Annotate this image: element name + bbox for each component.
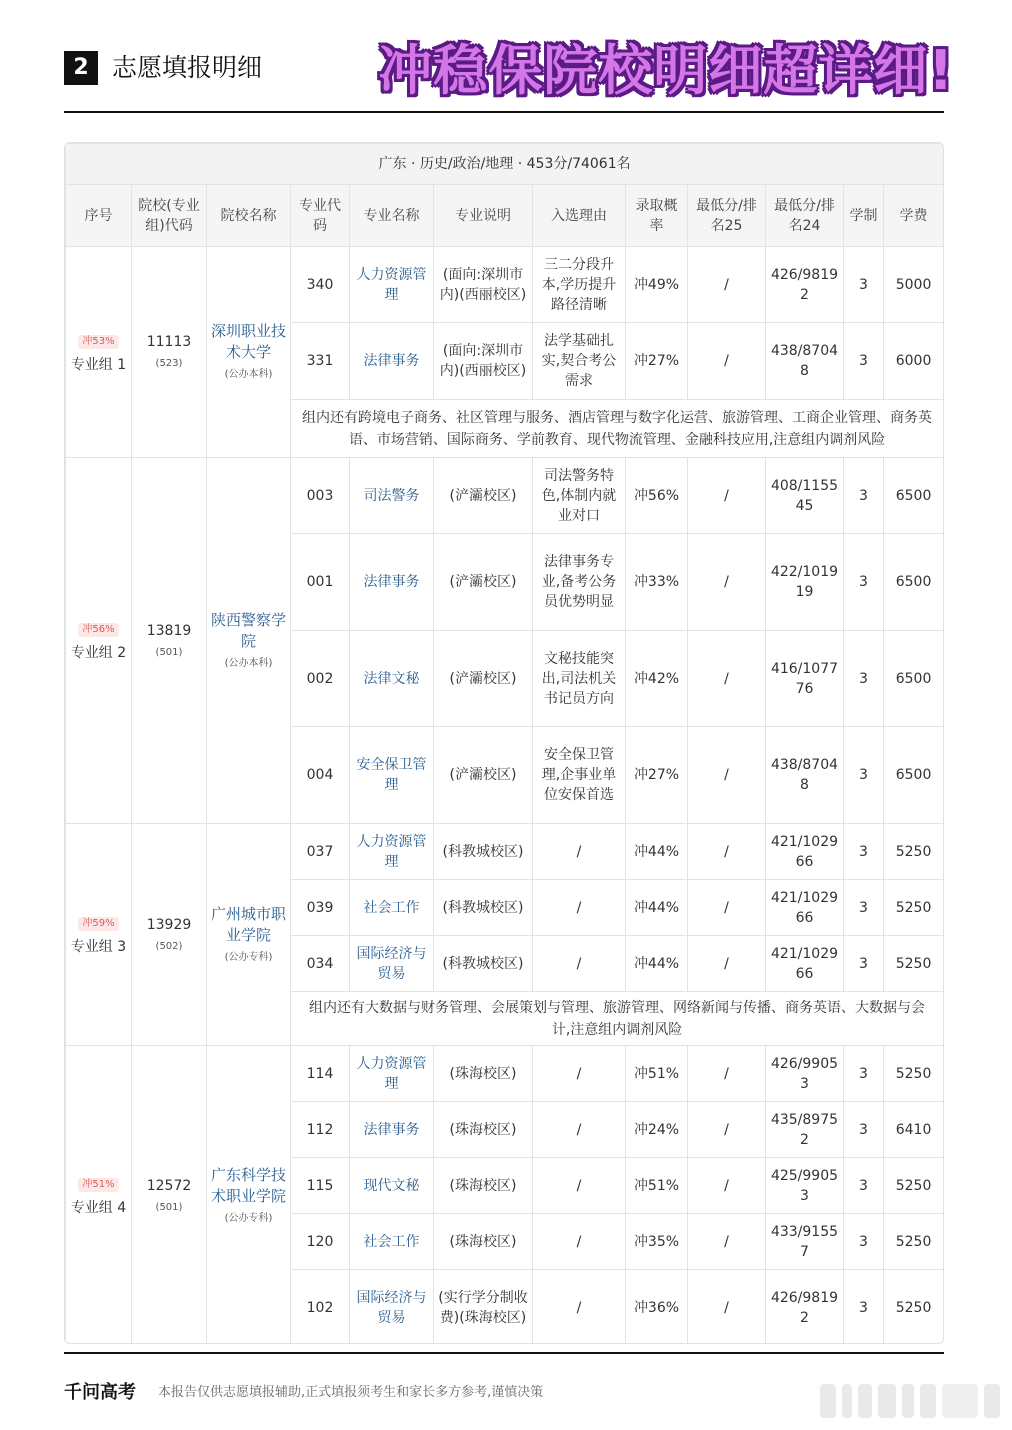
major-name[interactable]: 现代文秘 (350, 1158, 434, 1214)
group-code: (502) (155, 940, 183, 952)
footer-divider (64, 1352, 944, 1354)
major-name[interactable]: 法律事务 (350, 1102, 434, 1158)
selection-reason: / (533, 1046, 626, 1102)
program-years: 3 (844, 247, 884, 323)
tuition-fee: 5250 (884, 880, 944, 936)
tuition-fee: 5000 (884, 247, 944, 323)
major-name[interactable]: 社会工作 (350, 880, 434, 936)
major-code: 037 (291, 824, 350, 880)
page-header (64, 36, 954, 114)
table-row (66, 1046, 944, 1102)
major-description: (珠海校区) (434, 1046, 533, 1102)
group-note: 组内还有跨境电子商务、社区管理与服务、酒店管理与数字化运营、旅游管理、工商企业管理、商务英语、市场营销、国际商务、学前教育、现代物流管理、金融科技应用,注意组内调剂风险 (291, 400, 944, 458)
program-years: 3 (844, 534, 884, 631)
min-score-rank-25: / (688, 824, 766, 880)
school-name-link[interactable]: 广州城市职业学院 (211, 904, 287, 944)
min-score-rank-24: 416/107776 (766, 631, 844, 727)
min-score-rank-24: 425/99053 (766, 1158, 844, 1214)
program-years: 3 (844, 936, 884, 992)
tuition-fee: 5250 (884, 1214, 944, 1270)
selection-reason: / (533, 880, 626, 936)
selection-reason: 安全保卫管理,企事业单位安保首选 (533, 727, 626, 824)
group-sequence-cell (66, 824, 132, 1046)
major-name[interactable]: 国际经济与贸易 (350, 936, 434, 992)
min-score-rank-24: 421/102966 (766, 824, 844, 880)
tuition-fee: 6500 (884, 458, 944, 534)
program-years: 3 (844, 727, 884, 824)
program-years: 3 (844, 1102, 884, 1158)
major-code: 002 (291, 631, 350, 727)
probability-tag: 冲56% (78, 623, 118, 637)
column-header: 最低分/排名25 (688, 185, 766, 247)
decorative-bars (820, 1384, 1010, 1418)
banner-title: 冲稳保院校明细超详细! (378, 39, 954, 102)
min-score-rank-24: 433/91557 (766, 1214, 844, 1270)
admission-probability: 冲44% (626, 824, 688, 880)
admission-probability: 冲35% (626, 1214, 688, 1270)
probability-tag: 冲53% (78, 335, 118, 349)
selection-reason: / (533, 1102, 626, 1158)
tuition-fee: 5250 (884, 936, 944, 992)
school-name-link[interactable]: 陕西警察学院 (211, 610, 287, 650)
tuition-fee: 6500 (884, 534, 944, 631)
tuition-fee: 6500 (884, 727, 944, 824)
admission-probability: 冲33% (626, 534, 688, 631)
major-name[interactable]: 法律文秘 (350, 631, 434, 727)
major-code: 001 (291, 534, 350, 631)
admission-table (65, 143, 944, 1344)
major-description: (科教城校区) (434, 880, 533, 936)
column-header: 专业代码 (291, 185, 350, 247)
group-code: (501) (155, 1201, 183, 1213)
selection-reason: 司法警务特色,体制内就业对口 (533, 458, 626, 534)
major-description: (实行学分制收费)(珠海校区) (434, 1270, 533, 1345)
column-header: 专业说明 (434, 185, 533, 247)
school-name-link[interactable]: 广东科学技术职业学院 (211, 1165, 287, 1205)
school-type: (公办专科) (224, 951, 273, 963)
min-score-rank-25: / (688, 534, 766, 631)
school-name-link[interactable]: 深圳职业技术大学 (211, 322, 287, 361)
selection-reason: 三二分段升本,学历提升路径清晰 (533, 247, 626, 323)
group-label: 专业组 1 (70, 356, 127, 373)
program-years: 3 (844, 631, 884, 727)
min-score-rank-25: / (688, 1046, 766, 1102)
table-title: 广东 · 历史/政治/地理 · 453分/74061名 (66, 144, 944, 185)
column-header: 最低分/排名24 (766, 185, 844, 247)
major-description: (珠海校区) (434, 1214, 533, 1270)
min-score-rank-25: / (688, 1102, 766, 1158)
min-score-rank-25: / (688, 936, 766, 992)
admission-probability: 冲49% (626, 247, 688, 323)
major-name[interactable]: 法律事务 (350, 534, 434, 631)
section-number: 2 (64, 51, 98, 85)
admission-probability: 冲36% (626, 1270, 688, 1345)
group-code: (501) (155, 646, 183, 658)
group-sequence-cell (66, 1046, 132, 1345)
min-score-rank-24: 426/98192 (766, 1270, 844, 1345)
min-score-rank-24: 422/101919 (766, 534, 844, 631)
min-score-rank-24: 435/89752 (766, 1102, 844, 1158)
program-years: 3 (844, 880, 884, 936)
program-years: 3 (844, 323, 884, 400)
min-score-rank-24: 421/102966 (766, 936, 844, 992)
group-code: (523) (155, 358, 183, 369)
school-code: 13929 (146, 916, 192, 933)
major-code: 331 (291, 323, 350, 400)
major-description: (浐灞校区) (434, 534, 533, 631)
major-code: 102 (291, 1270, 350, 1345)
min-score-rank-25: / (688, 1158, 766, 1214)
tuition-fee: 5250 (884, 1158, 944, 1214)
min-score-rank-24: 438/87048 (766, 727, 844, 824)
tuition-fee: 5250 (884, 1046, 944, 1102)
min-score-rank-25: / (688, 1270, 766, 1345)
min-score-rank-24: 438/87048 (766, 323, 844, 400)
major-code: 039 (291, 880, 350, 936)
group-sequence-cell (66, 458, 132, 824)
min-score-rank-24: 421/102966 (766, 880, 844, 936)
group-label: 专业组 2 (70, 645, 127, 661)
school-type: (公办本科) (224, 369, 273, 380)
group-sequence-cell (66, 247, 132, 458)
min-score-rank-25: / (688, 631, 766, 727)
admission-probability: 冲24% (626, 1102, 688, 1158)
program-years: 3 (844, 824, 884, 880)
school-group-code-cell (132, 458, 207, 824)
tuition-fee: 5250 (884, 824, 944, 880)
group-label: 专业组 4 (70, 1200, 127, 1216)
major-description: (浐灞校区) (434, 458, 533, 534)
min-score-rank-25: / (688, 458, 766, 534)
min-score-rank-25: / (688, 247, 766, 323)
major-code: 340 (291, 247, 350, 323)
major-description: (珠海校区) (434, 1102, 533, 1158)
table-row (66, 458, 944, 534)
admission-probability: 冲27% (626, 323, 688, 400)
table-title-row (66, 144, 944, 185)
table-header-row (66, 185, 944, 247)
min-score-rank-25: / (688, 880, 766, 936)
probability-tag: 冲59% (78, 917, 118, 931)
column-header: 学制 (844, 185, 884, 247)
table-row (66, 824, 944, 880)
school-name-cell (207, 247, 291, 458)
min-score-rank-24: 408/115545 (766, 458, 844, 534)
tuition-fee: 6410 (884, 1102, 944, 1158)
major-name[interactable]: 人力资源管理 (350, 1046, 434, 1102)
major-description: (珠海校区) (434, 1158, 533, 1214)
major-code: 115 (291, 1158, 350, 1214)
school-group-code-cell (132, 1046, 207, 1345)
major-description: (科教城校区) (434, 824, 533, 880)
disclaimer-text: 本报告仅供志愿填报辅助,正式填报须考生和家长多方参考,谨慎决策 (158, 1385, 544, 1400)
program-years: 3 (844, 1158, 884, 1214)
major-name[interactable]: 国际经济与贸易 (350, 1270, 434, 1345)
column-header: 入选理由 (533, 185, 626, 247)
major-description: (科教城校区) (434, 936, 533, 992)
school-code: 13819 (146, 622, 192, 639)
admission-probability: 冲44% (626, 936, 688, 992)
program-years: 3 (844, 1046, 884, 1102)
major-code: 114 (291, 1046, 350, 1102)
column-header: 专业名称 (350, 185, 434, 247)
major-name[interactable]: 法律事务 (350, 323, 434, 400)
group-note: 组内还有大数据与财务管理、会展策划与管理、旅游管理、网络新闻与传播、商务英语、大数据与会计,注意组内调剂风险 (291, 992, 944, 1046)
school-name-cell (207, 1046, 291, 1345)
admission-probability: 冲27% (626, 727, 688, 824)
column-header: 序号 (66, 185, 132, 247)
tuition-fee: 5250 (884, 1270, 944, 1345)
school-name-cell (207, 824, 291, 1046)
header-divider (64, 111, 944, 113)
major-description: (面向:深圳市内)(西丽校区) (434, 247, 533, 323)
school-group-code-cell (132, 247, 207, 458)
column-header: 院校名称 (207, 185, 291, 247)
min-score-rank-24: 426/98192 (766, 247, 844, 323)
selection-reason: / (533, 1214, 626, 1270)
selection-reason: / (533, 936, 626, 992)
major-name[interactable]: 人力资源管理 (350, 824, 434, 880)
major-name[interactable]: 社会工作 (350, 1214, 434, 1270)
major-code: 003 (291, 458, 350, 534)
major-code: 120 (291, 1214, 350, 1270)
major-description: (面向:深圳市内)(西丽校区) (434, 323, 533, 400)
admission-probability: 冲56% (626, 458, 688, 534)
admission-probability: 冲42% (626, 631, 688, 727)
major-name[interactable]: 人力资源管理 (350, 247, 434, 323)
selection-reason: / (533, 1158, 626, 1214)
brand-logo-text: 千问高考 (64, 1382, 136, 1403)
school-code: 12572 (146, 1177, 192, 1194)
min-score-rank-24: 426/99053 (766, 1046, 844, 1102)
min-score-rank-25: / (688, 323, 766, 400)
admission-table-container (64, 142, 944, 1344)
selection-reason: / (533, 1270, 626, 1345)
school-type: (公办专科) (224, 1212, 273, 1224)
tuition-fee: 6000 (884, 323, 944, 400)
major-code: 034 (291, 936, 350, 992)
program-years: 3 (844, 1270, 884, 1345)
column-header: 学费 (884, 185, 944, 247)
column-header: 录取概率 (626, 185, 688, 247)
group-label: 专业组 3 (70, 939, 127, 955)
tuition-fee: 6500 (884, 631, 944, 727)
major-name[interactable]: 司法警务 (350, 458, 434, 534)
selection-reason: 法学基础扎实,契合考公需求 (533, 323, 626, 400)
major-description: (浐灞校区) (434, 727, 533, 824)
major-code: 004 (291, 727, 350, 824)
selection-reason: / (533, 824, 626, 880)
selection-reason: 文秘技能突出,司法机关书记员方向 (533, 631, 626, 727)
major-name[interactable]: 安全保卫管理 (350, 727, 434, 824)
selection-reason: 法律事务专业,备考公务员优势明显 (533, 534, 626, 631)
min-score-rank-25: / (688, 1214, 766, 1270)
program-years: 3 (844, 1214, 884, 1270)
school-code: 11113 (146, 334, 192, 350)
major-code: 112 (291, 1102, 350, 1158)
admission-probability: 冲44% (626, 880, 688, 936)
school-group-code-cell (132, 824, 207, 1046)
column-header: 院校(专业组)代码 (132, 185, 207, 247)
probability-tag: 冲51% (78, 1178, 118, 1192)
program-years: 3 (844, 458, 884, 534)
min-score-rank-25: / (688, 727, 766, 824)
admission-probability: 冲51% (626, 1046, 688, 1102)
school-name-cell (207, 458, 291, 824)
school-type: (公办本科) (224, 657, 273, 669)
table-row (66, 247, 944, 323)
major-description: (浐灞校区) (434, 631, 533, 727)
admission-probability: 冲51% (626, 1158, 688, 1214)
section-title: 志愿填报明细 (112, 53, 263, 82)
